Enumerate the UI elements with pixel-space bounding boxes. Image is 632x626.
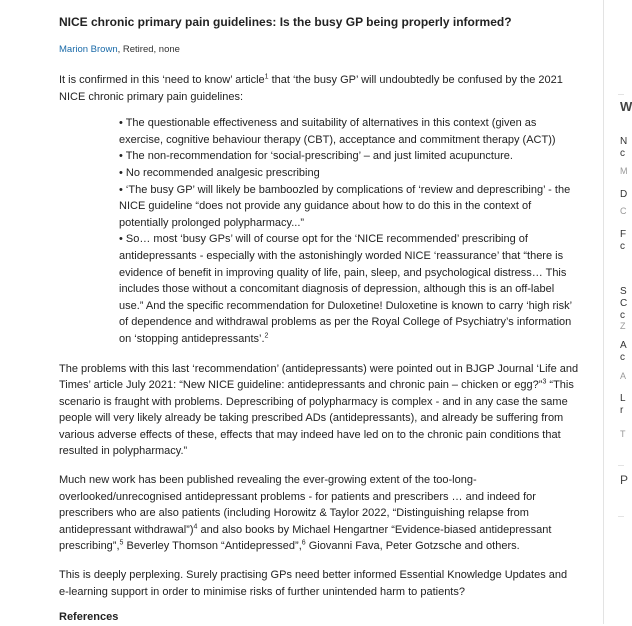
paragraph-new-work: Much new work has been published revealing the ever-growing extent of the too-long-overlooked/unrecognised antidepressant problems - for patients and prescribers … and indeed for prescribers who are also patients (including Horowitz & Taylor 2022, “Distinguishing relapse from antidepressant withdrawal”)$^4$ and also books by Michael Hengartner “Evidence-biased antidepressant prescribing”,$^5$ Beverley Thomson “Antidepressed”,$^6$ Giovanni Fava, Peter Gotzsche and others. [59,474,552,553]
bullet-item: • The questionable effectiveness and suitability of alternatives in this context (given as exercise, cognitive behaviour therapy (CBT), acceptance and commitment therapy (ACT)) [119,117,556,146]
sidebar-item-fragment[interactable]: F [620,229,627,240]
bullet-item: • ‘The busy GP’ will likely be bamboozled by complications of ‘review and deprescribing’ - the NICE guideline “does not provide any guidance about how to do this in the context of potentially prolonged polypharmacy...” [119,183,571,229]
sidebar-item-fragment[interactable]: c [620,241,625,252]
paragraph-intro: It is confirmed in this ‘need to know’ article$^1$ that ‘the busy GP’ will undoubtedly be confused by the 2021 NICE chronic primary pain guidelines: [59,73,563,103]
footnote-ref[interactable]: 3 [542,378,547,386]
sidebar-divider [618,465,624,466]
footnote-ref[interactable]: 5 [119,539,124,547]
sidebar-divider [618,516,624,517]
paragraph-problems: The problems with this last ‘recommendation’ (antidepressants) were pointed out in BJGP Journal ‘Life and Times’ article July 2021: “New NICE guideline: antidepressants and chronic pain – chicken or egg?”$^3$ “This scenario is fraught with problems. Deprescribing of polypharmacy is complex - and in any case the same people will very likely already be taking prescribed ADs (antidepressants), and already be suffering from various adverse effects of these, effects that may indeed have led on to the chronic pain conditions that resulted in polypharmacy.” [59,362,579,458]
sidebar-item-fragment[interactable]: A [620,340,627,351]
sidebar-heading-fragment: P [620,473,629,487]
right-sidebar [604,0,632,624]
footnote-ref[interactable]: 6 [301,539,306,547]
article-title: NICE chronic primary pain guidelines: Is the busy GP being properly informed? [59,15,512,29]
sidebar-heading-fragment: W [620,99,632,114]
sidebar-item-fragment[interactable]: c [620,352,625,363]
sidebar-item-fragment[interactable]: N [620,136,628,147]
sidebar-item-fragment[interactable]: D [620,189,628,200]
bullet-item: • The non-recommendation for ‘social-prescribing’ – and just limited acupuncture. [119,150,513,163]
bullet-item: • So… most ‘busy GPs’ will of course opt for the ‘NICE recommended’ prescribing of antidepressants - especially with the astonishingly worded NICE ‘reassurance’ that “there is evidence of benefit in improving quality of life, pain, sleep, and psychological distress… This includes those without a concomitant diagnosis of depression, although this is an off-label use.” And the specific recommendation for Duloxetine! Duloxetine is known to carry ‘high risk’ of dependence and withdrawal problems as per the Royal College of Psychiatry’s information on ‘stopping antidepressants’.$^2$ [119,233,572,345]
footnote-ref[interactable]: 1 [264,73,269,81]
bullet-list [119,115,579,347]
sidebar-item-fragment[interactable]: c [620,310,625,321]
sidebar-item-fragment[interactable]: S [620,286,627,297]
sidebar-item-fragment[interactable]: L [620,393,626,404]
author-line [59,44,579,56]
author-affiliation: , Retired, none [117,44,180,55]
sidebar-meta-fragment: T [620,429,626,439]
sidebar-meta-fragment: A [620,371,627,381]
sidebar-item-fragment[interactable]: c [620,148,625,159]
sidebar-meta-fragment: C [620,206,627,216]
author-link[interactable]: Marion Brown [59,44,118,55]
footnote-ref[interactable]: 4 [193,523,198,531]
sidebar-item-fragment[interactable]: r [620,405,624,416]
sidebar-divider [618,94,624,95]
sidebar-meta-fragment: M [620,166,628,176]
sidebar-item-fragment[interactable]: C [620,298,628,309]
footnote-ref[interactable]: 2 [264,332,269,340]
sidebar-meta-fragment: Z [620,321,626,331]
paragraph-conclusion: This is deeply perplexing. Surely practising GPs need better informed Essential Knowledge Updates and e-learning support in order to minimise risks of further unintended harm to patients? [59,569,568,598]
article-content [59,14,579,626]
bullet-item: • No recommended analgesic prescribing [119,166,320,179]
references-heading: References [59,611,119,624]
